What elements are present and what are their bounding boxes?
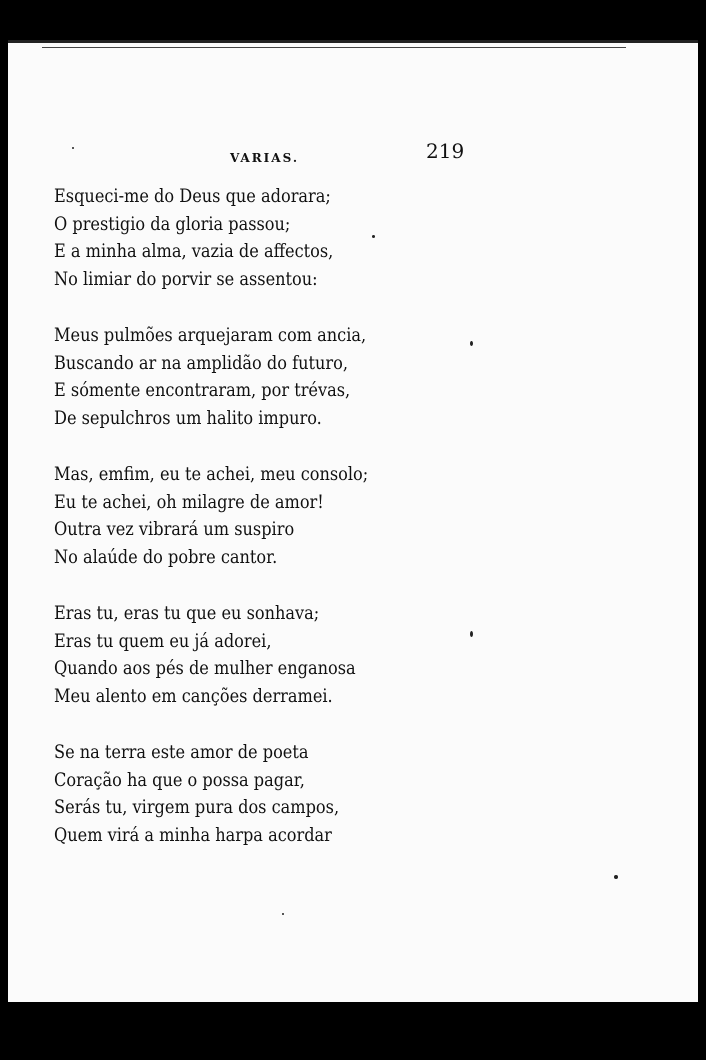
verse-line: Eras tu quem eu já adorei, bbox=[54, 629, 272, 652]
verse-line: O prestigio da gloria passou; bbox=[54, 212, 291, 235]
verse-line: Eu te achei, oh milagre de amor! bbox=[54, 490, 324, 513]
running-head: VARIAS. bbox=[230, 151, 300, 165]
verse-line: Eras tu, eras tu que eu sonhava; bbox=[54, 602, 320, 624]
poem bbox=[54, 183, 574, 878]
verse-line: Serás tu, virgem pura dos campos, bbox=[54, 796, 340, 818]
scan-speck bbox=[614, 875, 618, 879]
scan-speck bbox=[470, 341, 473, 346]
verse-line: Meus pulmões arquejaram com ancia, bbox=[54, 324, 367, 346]
verse-line: Se na terra este amor de poeta bbox=[54, 741, 309, 763]
book-page bbox=[8, 40, 698, 1005]
stanza-1 bbox=[54, 183, 574, 293]
stanza-3 bbox=[54, 461, 574, 571]
verse-line: Meu alento em canções derramei. bbox=[54, 684, 333, 707]
scan-speck bbox=[470, 631, 473, 637]
stanza-5 bbox=[54, 739, 574, 849]
scan-speck bbox=[282, 913, 284, 915]
scan-speck bbox=[72, 147, 74, 149]
verse-line: E sómente encontraram, por trévas, bbox=[54, 379, 351, 401]
verse-line: De sepulchros um halito impuro. bbox=[54, 406, 322, 429]
verse-line: E a minha alma, vazia de affectos, bbox=[54, 240, 334, 262]
stanza-2 bbox=[54, 322, 574, 432]
verse-line: No limiar do porvir se assentou: bbox=[54, 267, 318, 290]
verse-line: Buscando ar na amplidão do futuro, bbox=[54, 351, 348, 374]
verse-line: Quando aos pés de mulher enganosa bbox=[54, 657, 356, 679]
page-number: 219 bbox=[426, 139, 465, 163]
scan-top-border bbox=[0, 0, 706, 40]
header-rule bbox=[42, 47, 626, 48]
verse-line: Mas, emfim, eu te achei, meu consolo; bbox=[54, 463, 369, 485]
stanza-4 bbox=[54, 600, 574, 710]
verse-line: Quem virá a minha harpa acordar bbox=[54, 823, 332, 846]
verse-line: No alaúde do pobre cantor. bbox=[54, 545, 278, 568]
verse-line: Outra vez vibrará um suspiro bbox=[54, 518, 295, 540]
verse-line: Esqueci-me do Deus que adorara; bbox=[54, 185, 331, 207]
verse-line: Coração ha que o possa pagar, bbox=[54, 768, 305, 791]
scan-speck bbox=[372, 235, 375, 238]
scan-bottom-border bbox=[0, 1002, 706, 1060]
